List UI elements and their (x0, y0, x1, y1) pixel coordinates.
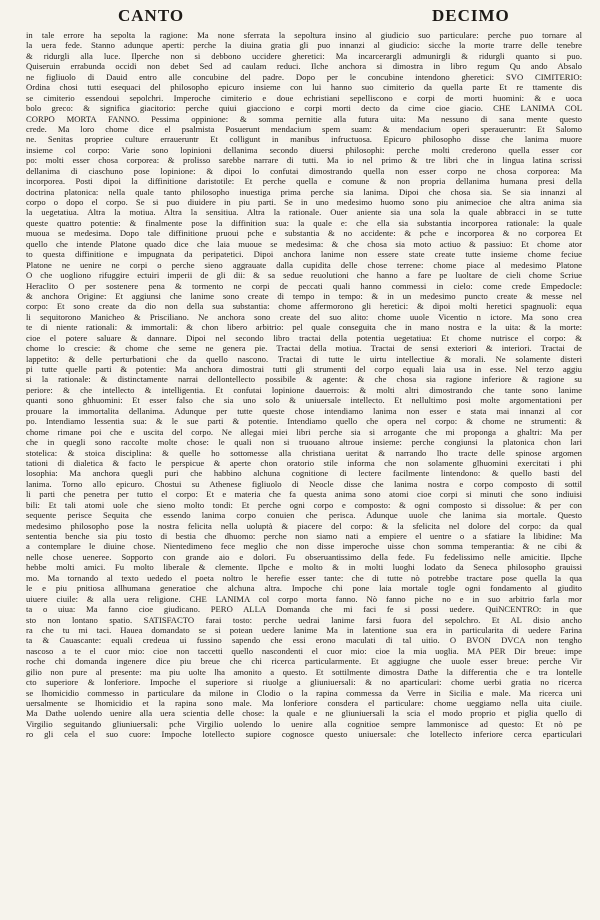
text-line: se lhomicidio commesso in particulare da milone in Clodio o la rapina commessa da Verre in Sicilia e male. Ma ricerca uni (26, 687, 582, 698)
text-line: po: molti esser chosa corporea: & prolisso sarebbe narrare di tutti. Ma io nel primo & tre libri che in lingua latina scrissi (26, 155, 582, 166)
text-line: crede. Ma loro chome dice el psalmista Posuerunt mendacium spem suam: & mendacium operi speraueruntr: Et Salomo (26, 123, 582, 134)
text-line: corpo o dopo el corpo. Se si puo diuidere in piu parti. Se in uno medesimo huomo sono piu animecioe che altra anima sia (26, 197, 582, 207)
text-line: insieme col corpo: Varie sono lopinioni dellanima secondo diuersi philosophi: perche molti crederono quella esser cor (26, 144, 582, 155)
text-line: roche chi domanda ingenere dice piu breue che chi ricerca particularmente. Et aggiugne che uuole esser breue: perche Vir (26, 656, 582, 667)
text-line: li parti che penetra per tutto el corpo: Et e materia che fa questa anima sono atomi cioe corpi si minuti che sono indiuisi (26, 489, 582, 500)
text-line: incorporea. Posti dipoi la diffinitione daristotile: Et perche quella e comune & non propria dellanima humana presi della (26, 176, 582, 187)
text-line: li sequitorono Manicheo & Prisciliano. Ne anchora sono create del suo alito: chome uuole Vicentio n ictore. Ma sono crea (26, 311, 582, 322)
text-line: si la rationale: & distinctamente narrai dellontellecto possibile & agente: & che chosa sia ragione inferiore & ragione su (26, 374, 582, 385)
text-line: in tale errore ha sepolta la ragione: Ma none sferrata la sepoltura insino al giudicio suo particulare: perche puo tornare al (26, 30, 582, 40)
text-line: Quiseruin errabunda occidi non debet Sed ad caulam reduci. Ilche anchora si dimostra in libro regum Qu ando Absalo (26, 61, 582, 72)
text-line: O che uogliono rifuggire ectuiri imperii de gli dii: & sa sedue reuolutioni che hanno a fare pe luoltare de cieli chome Scriue (26, 270, 582, 281)
text-line: ne. Senitas propriee culture erraueruntr Et colligunt in manibus infructuosa. Epicuro philosopho disse che lanima muore (26, 134, 582, 145)
text-line: la uera fede. Stanno adunque aperti: perche la diuina gratia gli puo innanzi al giudicio: sicche la morte trarre delle tenebre (26, 40, 582, 51)
text-line: tationi di dialetica & facto le perspicue & aperte chon oratorio stile informa che non solamente glhuomini exercitati i phi (26, 457, 582, 468)
text-line: queste quattro potentie: & finalmente pose la diffinition sua: la quale e: che ella sia substantia incorporea rationale: la quale (26, 217, 582, 228)
text-line: uersalmente se lhomicidio et la rapina sono male. Ma lonferiore consdera el particulare: chome ueggiamo nella uita ciuile. (26, 698, 582, 708)
text-line: a contemplare le diuine chose. Nientedimeno fece meglio che non disse imperoche uisse chon somma temperantia: & ne cibi & (26, 541, 582, 552)
text-line: prouare la immortalita dellanima. Adunque per tutte queste chose intendiamo lanima non esser e stata mai innanzi al cor (26, 405, 582, 416)
text-line: ra che tu mi taci. Hauea domandato se si potean uedere lanime Ma in latentione sua era in particularita di uedere Farina (26, 624, 582, 635)
text-line: mo. Ma tornando al texto uededo el poeta noltro le herefie esser tante: che di tutte nò potrebbe tractare pose quella la qua (26, 572, 582, 583)
text-line: quanti sono ghhuomini: Et esser falso che sia uno solo & uniuersale intellecto. Et nellultimo posi molte argomentationi per (26, 395, 582, 406)
text-line: lanima. Torno allo epicuro. Chostui su Athenese figliuolo di Neocle disse che lanima nostra e corpo composto di sottil (26, 478, 582, 489)
text-line: le e piu pnitiosa allhumana generatioe che alchuna altra. Impoche chi pone laia mortale togle ogni fondamento al giudito (26, 583, 582, 594)
text-line: sententia benche sia piu tosto di bestia che dhuomo: perche non siamo nati a empiere el uentre o a sfatiare la libidine: Ma (26, 531, 582, 541)
commentary-text (26, 30, 582, 740)
text-line: Ma Dathe uolendo uenire alla uera scientia delle chose: la quale e ne gliuniuersali la scia el modo proprio et piglia quello di (26, 708, 582, 719)
text-line: quello che intende Platone quado dice che laia muoue se medesima: & che chosa sia moto actiuo & passiuo: Et chome ator (26, 238, 582, 249)
text-line: gilio non pure al presente: ma piu uolte lha amonito a questo. Et sottilmente dimostra Dathe la differentia che e tra lontelle (26, 666, 582, 677)
text-line: uiuere ciuile: & alla uera religione. CHE LANIMA col corpo morta fanno. Nò fanno piche no e in suo arbitrio farla mor (26, 593, 582, 604)
text-line: po. Intendiamo lessentia sua: & le sue parti & potentie. Intendiamo quello che opera nel corpo: & chome ne strumenti: & (26, 416, 582, 427)
text-line: se cimiterio essendoui sepolchri. Imperoche cimiterio e doue echristiani sepelliscono e corpi de morti huomini: & e uoca (26, 92, 582, 103)
text-line: cto superiore & lonferiore. Impoche el superiore si riuolge a gliuniuersali: & no aparticulari: chome uerbi gratia no ricerca (26, 677, 582, 688)
running-head-decimo: DECIMO (432, 6, 510, 25)
text-line: muoua se medesima. Dopo tale diffinitione pruoui pche e substantia & no accidente: & pche e incorporea & no corporea Et (26, 228, 582, 239)
text-line: CORPO MORTA FANNO. Pessima oppinione: & somma pernitie alla futura uita: Ma nessuno di sana mente questo (26, 113, 582, 124)
text-line: ta & Cauascante: equali credeua ui fussino sapendo che essi erono maculati di tal uitio. O BVON DVCA non tengho (26, 635, 582, 646)
text-line: te di niente rationali: & immortali: & chon libero arbitrio: pel quale conseguita che in mano nostra e la uita: & la morte: (26, 322, 582, 333)
text-line: la uegetatiua. Altra la motiua. Altra la sensitiua. Altra la rationale. Ouer aniente sia una sola la quale abbracci in se tutte (26, 207, 582, 218)
text-line: & anchora Origine: Et aggiunsi che lanime sono create di tempo in tempo: & in un medesimo puncto create & messe nel (26, 290, 582, 301)
page-header (26, 6, 582, 28)
text-line: pi tutte quelle parti & potentie: Ma anchora dimostrai tutti gli strumenti del corpo equali laia usa in esse. Nel terzo aggiu (26, 364, 582, 374)
text-line: ne figliuolo di Dauid entro alle concubine del padre. Dopo per le concubine intendono gheretici: SVO CIMITERIO: (26, 71, 582, 82)
text-line: che in quegli sono raccolte molte chose: le quali non si truouano altroue insieme: perche congiunsi la platonica chon lari (26, 437, 582, 448)
text-line: cioe el potere saluare & dannare. Dipoi nel secondo libro tractai della potentia uegetatiua: Et chome nutrisce el corpo: & (26, 332, 582, 343)
text-line: nelle chose ueneree. Sopporto con grande aio e dolori. Fu obseruantissimo della fede. Fu fedelissimo nelle amicitie. Ilpche (26, 551, 582, 562)
text-line: periore: & che intellecto & intelligentia. Et confutai lopinione dauerrois: & molti altri dimostrando che tante sono lanime (26, 384, 582, 395)
text-line: & ridurgli alla luce. Ilperche non si debbono uccidere gheretici: Ma incarcerargli admunirgli & ridurgli quanto si puo. (26, 50, 582, 61)
text-line: ta o uiua: Ma fanno cioe giudicano. PERO ALLA Domanda che mi faci fe si possi uedere. QuiNCENTRO: in que (26, 604, 582, 615)
text-line: chome rimane poi che e uscita del corpo. Ne allegai miei libri perche sia si arrogante che mi proponga a ghaltri: Ma per (26, 426, 582, 437)
text-line: nascoso a te el cuor mio: cioe non taccetti quello nascondenti el cuor mio: cioe la mia uoglia. MA PER Dir breue: impe (26, 645, 582, 656)
text-line: stotelica: & stoica disciplina: & quelle ho sottomesse alla christiana ueritat & narrando lho tracte delle spinose argomen (26, 447, 582, 458)
text-line: medesimo philosopho pose la nostra felicita nella uoluptà & piacere del corpo: & la sfelicita nel dolore del corpo: da qual (26, 520, 582, 531)
text-line: bolo greco: & significa giacitorio: perche quiui giacciono e corpi morti decto da cime cioe giacio. CHE LANIMA COL (26, 103, 582, 114)
text-line: Platone ne uenire ne corpi o perche sieno aggrauate dalla cupidita delle chose terrene: chome piace al medesimo Platone (26, 259, 582, 270)
text-line: sequente perisce Sequita che essendo lanima corpo conuien che perisca. Adunque uuole che lanima sia mortale. Questo (26, 510, 582, 521)
text-line: sto non lontano spatio. SATISFACTO farai tosto: perche uedrai lanime farsi fuora del sepolchro. Et AL disio ancho (26, 614, 582, 625)
text-line: to questa diffinitione e impugnata da peripatetici. Dipoi anchora lanime non essere state create tutte insieme chome feciue (26, 249, 582, 260)
text-line: doctrina platonica: nella quale tanto philosopho inuestiga prima perche sia lanima. Dipoi che chosa sia. Se sia innanzi al (26, 186, 582, 197)
text-line: losophia: Ma anchora quegli puri che habbino alchuna cognitione di lectere facilmente lintendono: & quello basti del (26, 468, 582, 479)
text-line: lappetito: & delle perturbationi che da quello nascono. Tractai di tutte le uirtu intellectiue & morali. Ne solamente disteri (26, 353, 582, 364)
running-head-canto: CANTO (118, 6, 185, 25)
text-line: Virgilio seguitando gliuniuersali: pche Virgilio uolendo lo uenire alla cognitioe sempre lammonisce ad questo: Et nò pe (26, 718, 582, 729)
text-line: corpo: Et sono create da dio non della sua substantia: chome affermorono gli heretici: & dipoi molti heretici spagnuoli: equa (26, 301, 582, 312)
text-line: ro gli cela el suo cuore: Impoche lotellecto supiore cognosce questo uniuersale: che lotellecto inferiore cerca eparticulari (26, 729, 582, 740)
text-line: chome lo crescie: & chome che seme ne genera pie. Tractai della motiua. Tractai de sensi exteriori & interiori. Tractai de (26, 343, 582, 354)
text-line: hebbe molti amici. Fu molto liberale & clemente. Ilpche e molto & in molti luoghi lodato da Seneca philosopho grauissi (26, 562, 582, 573)
text-line: Ordina chosi tutti esequaci del philosopho epicuro insieme con lui hanno suo cimiterio da quella parte Et re ttamente dis (26, 82, 582, 93)
text-line: dellanima di ciaschuno pose lopinione: & dipoi lo confutai dimostrando quella non esser corpo ne chosa corporea: Ma (26, 165, 582, 176)
text-line: bili: Et tali atomi uole che sieno molto tondi: Et perche ogni corpo e composto: & ogni composto si dissolue: & per con (26, 499, 582, 510)
text-line: Heraclito O per sostenere pena & tormento ne corpi de peccati quali hanno commessi in cielo: come crede Empedocle: (26, 280, 582, 291)
